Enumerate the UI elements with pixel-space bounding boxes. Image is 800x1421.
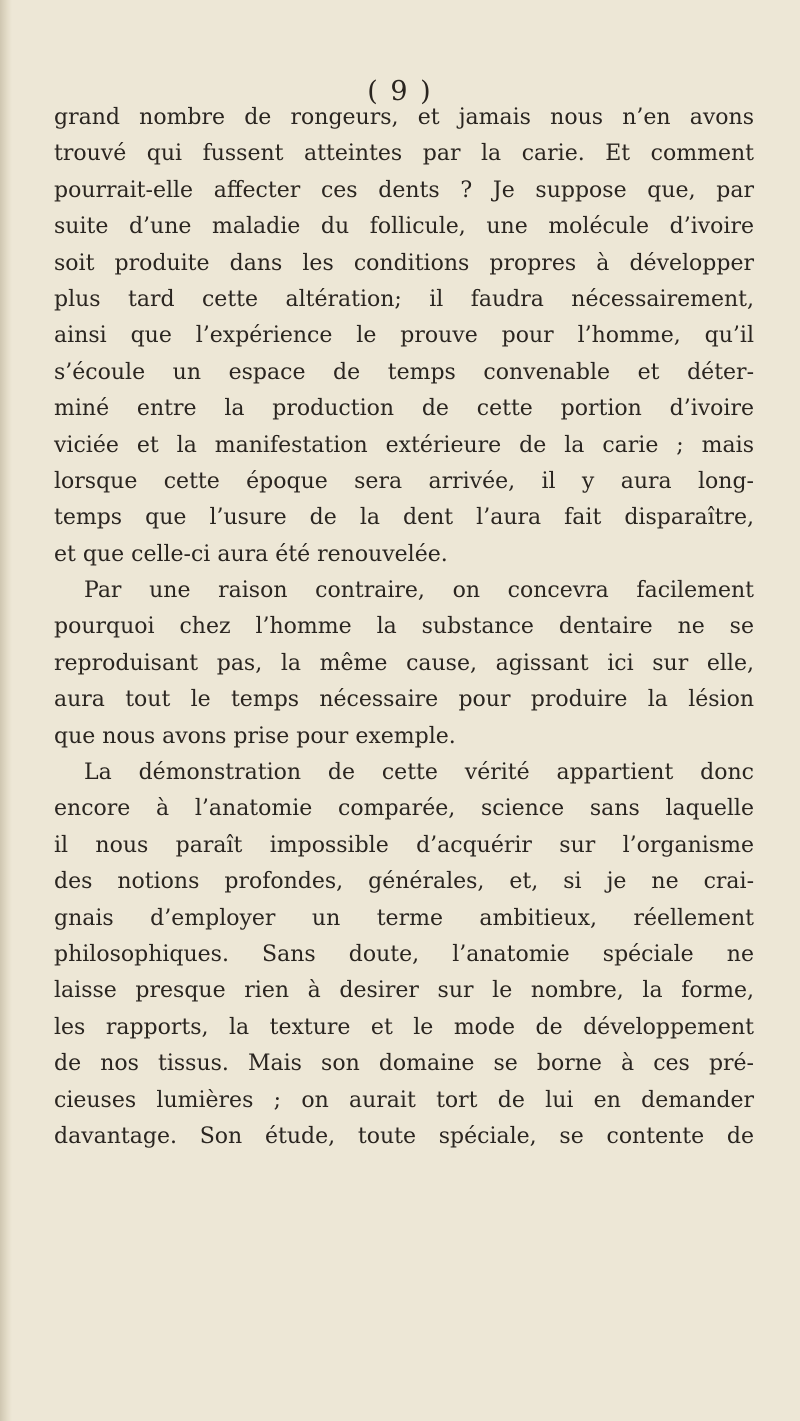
text-line: encore à l’anatomie comparée, science sans laquelle	[54, 796, 754, 822]
text-line: il nous paraît impossible d’acquérir sur l’organisme	[54, 832, 754, 858]
text-line: que nous avons prise pour exemple.	[54, 723, 456, 749]
text-line: pourrait-elle affecter ces dents ? Je suppose que, par	[54, 177, 754, 203]
text-line: philosophiques. Sans doute, l’anatomie spéciale ne	[54, 941, 754, 967]
text-line: Par une raison contraire, on concevra facilement	[84, 578, 754, 604]
text-line: viciée et la manifestation extérieure de la carie ; mais	[54, 432, 754, 458]
page-number: ( 9 )	[367, 76, 433, 107]
text-line: reproduisant pas, la même cause, agissant ici sur elle,	[54, 650, 754, 676]
text-line: pourquoi chez l’homme la substance dentaire ne se	[54, 614, 754, 640]
text-line: temps que l’usure de la dent l’aura fait disparaître,	[54, 505, 754, 531]
text-line: les rapports, la texture et le mode de développement	[54, 1014, 754, 1040]
text-line: lorsque cette époque sera arrivée, il y aura long-	[54, 468, 754, 494]
text-line: La démonstration de cette vérité appartient donc	[84, 760, 754, 786]
text-line: grand nombre de rongeurs, et jamais nous n’en avons	[54, 105, 754, 130]
text-line: de nos tissus. Mais son domaine se borne à ces pré-	[54, 1051, 754, 1077]
text-line: s’écoule un espace de temps convenable et déter-	[54, 359, 754, 385]
text-line: ainsi que l’expérience le prouve pour l’homme, qu’il	[54, 323, 754, 349]
text-line: soit produite dans les conditions propres à développer	[54, 250, 754, 276]
body-text	[54, 100, 754, 1155]
text-line: plus tard cette altération; il faudra nécessairement,	[54, 286, 754, 312]
text-line: cieuses lumières ; on aurait tort de lui en demander	[54, 1087, 754, 1113]
text-line: trouvé qui fussent atteintes par la carie. Et comment	[54, 141, 754, 167]
text-line: laisse presque rien à desirer sur le nombre, la forme,	[54, 978, 754, 1004]
page-edge	[0, 0, 12, 1421]
text-line: miné entre la production de cette portion d’ivoire	[54, 396, 754, 422]
text-line: aura tout le temps nécessaire pour produire la lésion	[54, 687, 754, 713]
text-line: des notions profondes, générales, et, si je ne crai-	[54, 869, 754, 895]
text-line: et que celle-ci aura été renouvelée.	[54, 541, 448, 567]
text-line: suite d’une maladie du follicule, une molécule d’ivoire	[54, 214, 754, 240]
text-line: davantage. Son étude, toute spéciale, se contente de	[54, 1123, 754, 1149]
text-line: gnais d’employer un terme ambitieux, réellement	[54, 905, 754, 931]
